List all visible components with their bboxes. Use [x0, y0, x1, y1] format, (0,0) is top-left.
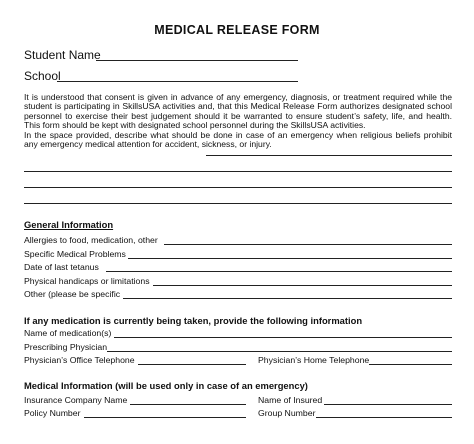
medication-heading: If any medication is currently being taken, provide the following information — [24, 315, 363, 326]
school-label: School — [24, 69, 61, 83]
home-telephone-label: Physician’s Home Telephone — [258, 355, 370, 365]
home-telephone-field[interactable] — [369, 364, 452, 365]
allergies-label: Allergies to food, medication, other — [24, 235, 158, 245]
other-field[interactable] — [123, 298, 452, 299]
group-number-label: Group Number — [258, 408, 316, 418]
religious-answer-line-3[interactable] — [24, 187, 452, 188]
office-telephone-field[interactable] — [138, 364, 246, 365]
handicaps-label: Physical handicaps or limitations — [24, 276, 150, 286]
prescribing-physician-label: Prescribing Physician — [24, 342, 108, 352]
name-of-insured-label: Name of Insured — [258, 395, 323, 405]
medical-information-heading: Medical Information (will be used only in case of an emergency) — [24, 380, 308, 391]
religious-answer-line-2[interactable] — [24, 171, 452, 172]
student-name-field[interactable] — [96, 60, 298, 61]
general-information-heading: General Information — [24, 219, 114, 230]
medication-name-field[interactable] — [114, 337, 452, 338]
school-field[interactable] — [57, 81, 298, 82]
prescribing-physician-field[interactable] — [107, 351, 452, 352]
policy-number-label: Policy Number — [24, 408, 81, 418]
handicaps-field[interactable] — [153, 285, 452, 286]
policy-number-field[interactable] — [84, 417, 246, 418]
form-title: MEDICAL RELEASE FORM — [154, 23, 320, 37]
consent-paragraph: It is understood that consent is given in advance of any emergency, diagnosis, or treatment required while the student is participating in SkillsUSA activities and, that this Medical Release Form authorizes designated school personnel to exercise their best judgement should it be warranted to ensure student’s safety, life, and health. This form should be kept with designated school personnel during the SkillsUSA activities. — [24, 92, 452, 131]
name-of-insured-field[interactable] — [324, 404, 452, 405]
insurance-company-field[interactable] — [130, 404, 246, 405]
religious-answer-line-1[interactable] — [206, 155, 452, 156]
specific-problems-label: Specific Medical Problems — [24, 249, 126, 259]
insurance-company-label: Insurance Company Name — [24, 395, 128, 405]
other-label: Other (please be specific — [24, 289, 121, 299]
group-number-field[interactable] — [316, 417, 452, 418]
student-name-label: Student Name — [24, 48, 101, 62]
medication-name-label: Name of medication(s) — [24, 328, 112, 338]
specific-problems-field[interactable] — [128, 258, 452, 259]
tetanus-field[interactable] — [106, 271, 452, 272]
religious-answer-line-4[interactable] — [24, 203, 452, 204]
religious-beliefs-paragraph: In the space provided, describe what should be done in case of an emergency when religious beliefs prohibit any emergency medical attention for accident, sickness, or injury. — [24, 129, 452, 150]
tetanus-label: Date of last tetanus — [24, 262, 99, 272]
consent-text — [24, 93, 452, 149]
office-telephone-label: Physician’s Office Telephone — [24, 355, 135, 365]
allergies-field[interactable] — [164, 244, 452, 245]
